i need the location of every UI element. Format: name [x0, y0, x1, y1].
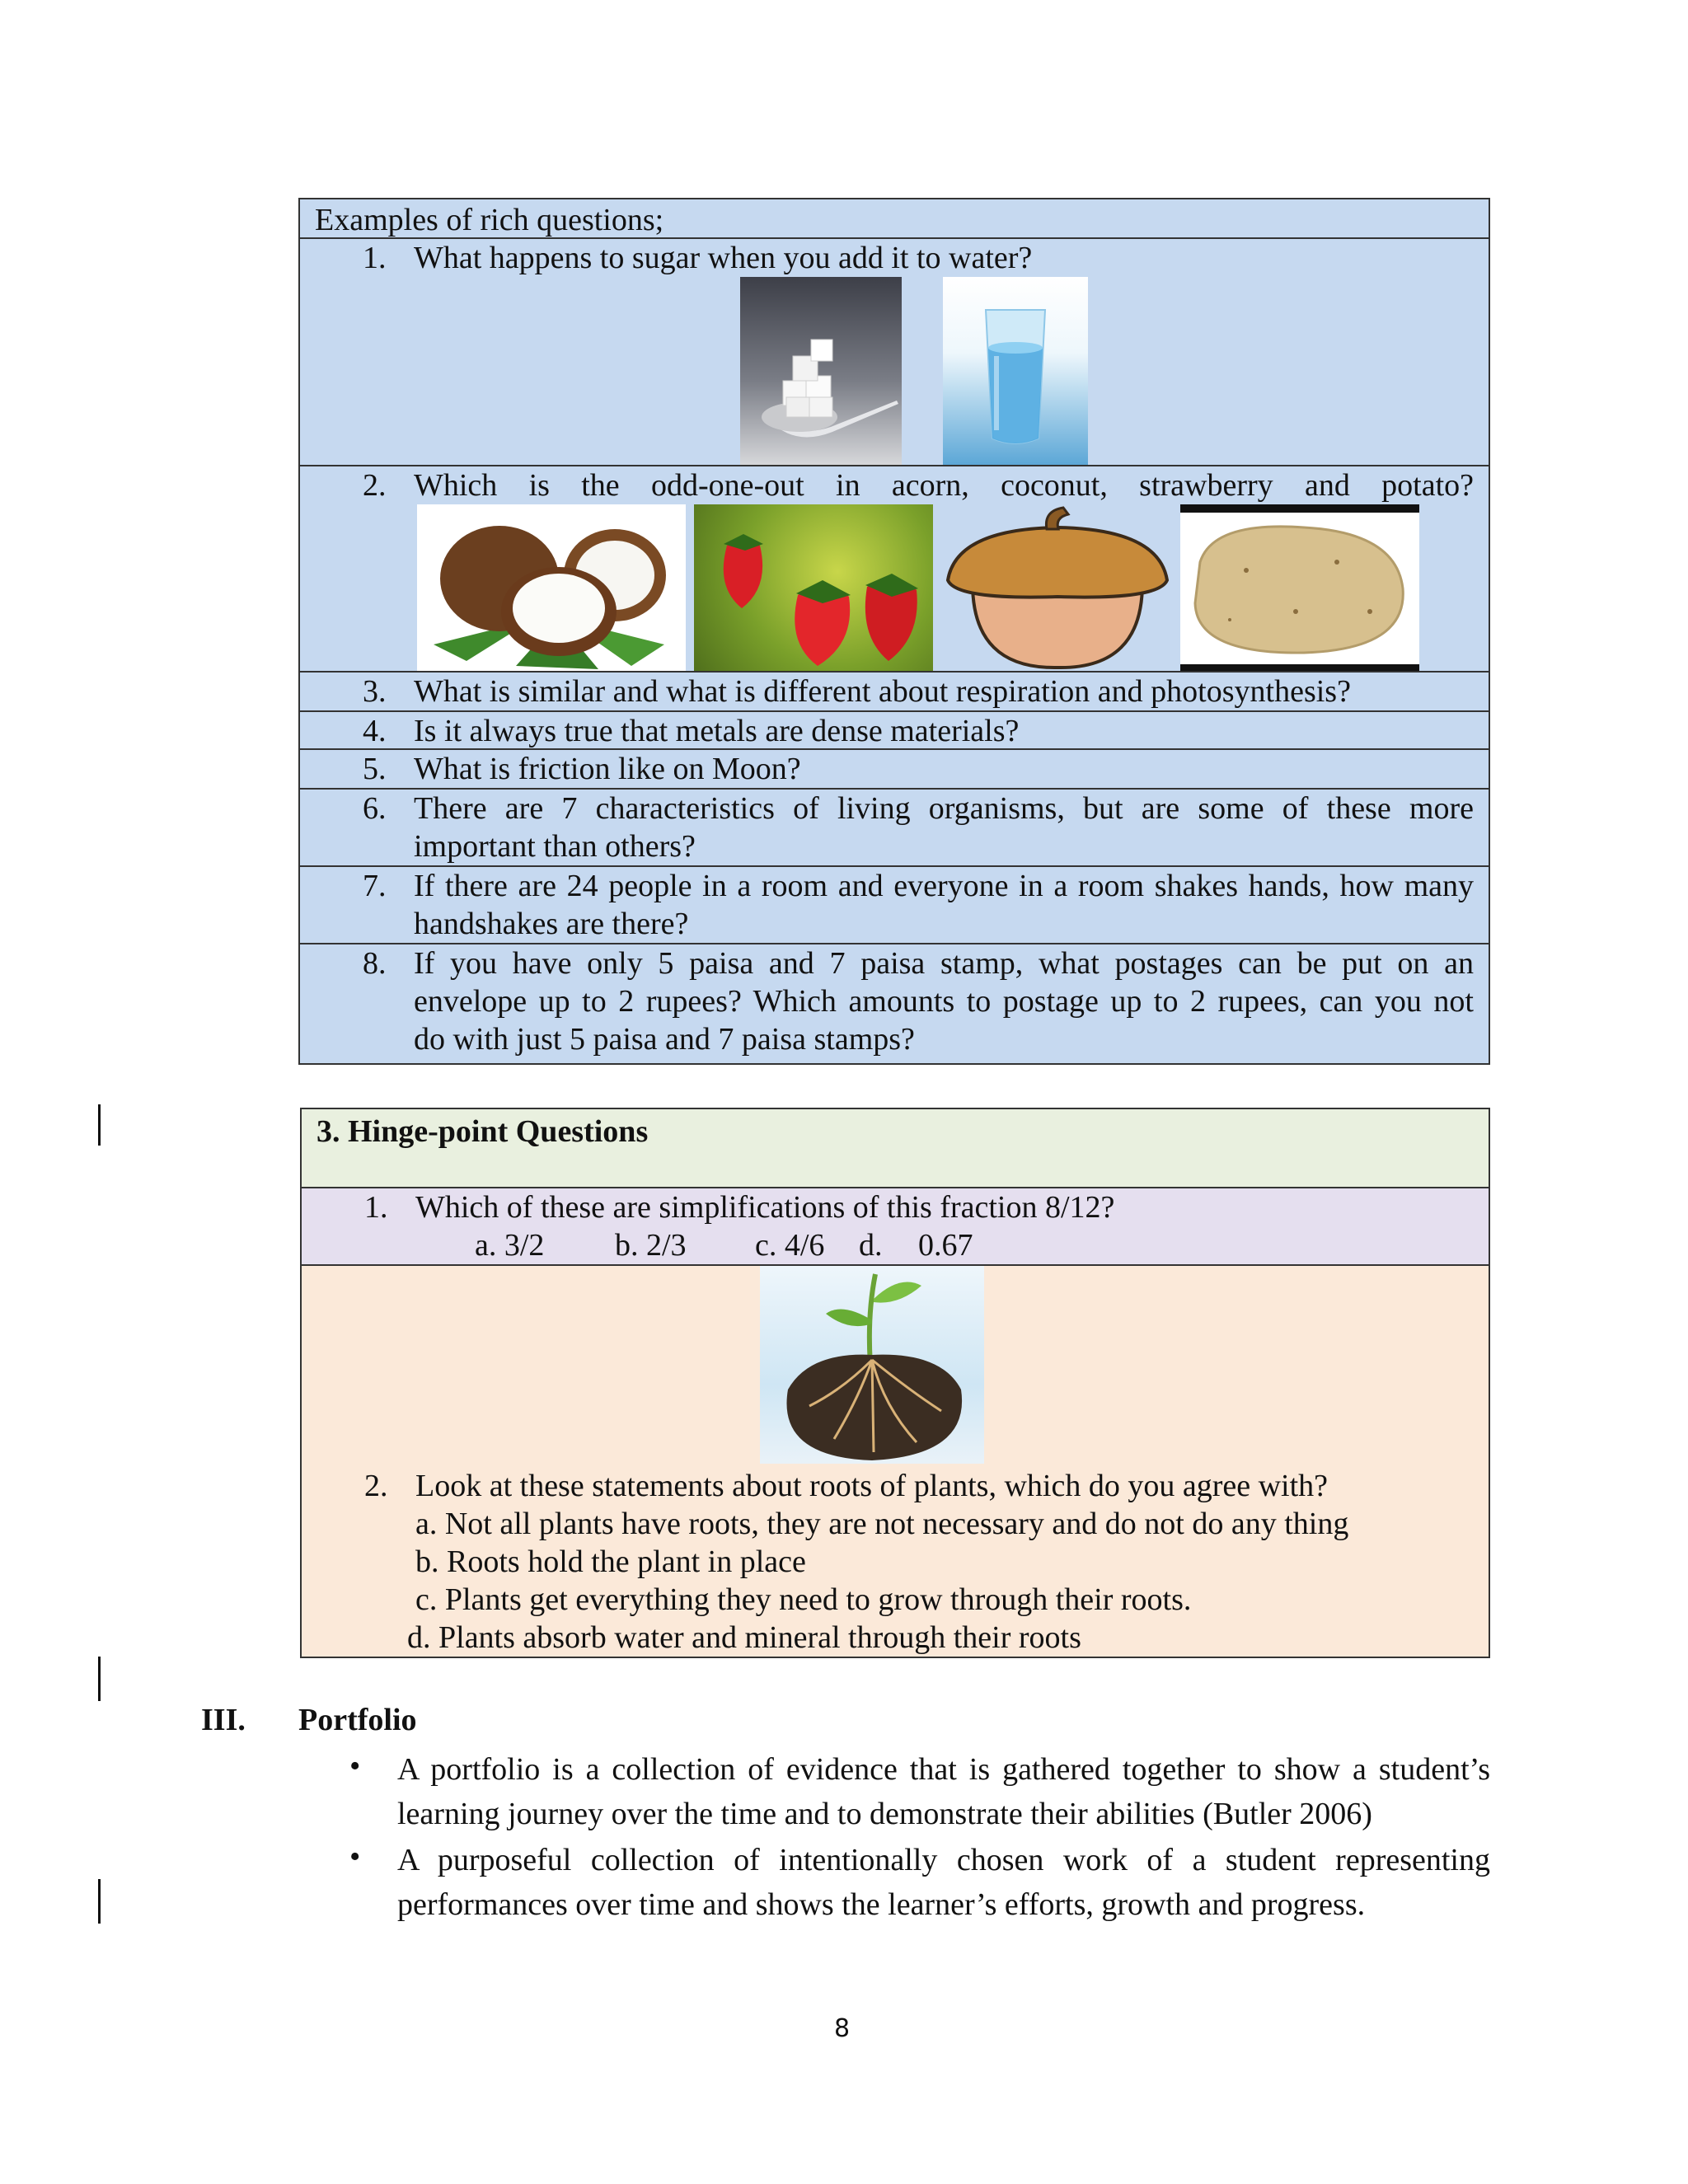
item-number: 2. — [363, 468, 387, 503]
question-text: Which is the odd-one-out in acorn, coconut, strawberry and potato? — [414, 468, 1474, 503]
question-text: What is friction like on Moon? — [414, 752, 801, 786]
revision-bar — [98, 1657, 101, 1701]
potato-image — [1180, 504, 1419, 673]
hinge-q1-row — [302, 1187, 1489, 1266]
option-c: c. Plants get everything they need to grow through their roots. — [415, 1582, 1192, 1617]
option-a: a. 3/2 — [475, 1228, 545, 1263]
table-row — [300, 465, 1489, 673]
coconut-image — [417, 504, 686, 673]
bullet-icon: • — [349, 1749, 361, 1783]
question-text: handshakes are there? — [414, 907, 689, 941]
question-text: If there are 24 people in a room and everyone in a room shakes hands, how many — [414, 869, 1474, 903]
bullet-text: learning journey over the time and to demonstrate their abilities (Butler 2006) — [397, 1797, 1372, 1831]
question-text: envelope up to 2 rupees? Which amounts to postage up to 2 rupees, can you not — [414, 984, 1474, 1019]
rich-questions-table — [298, 198, 1490, 1065]
hinge-heading: 3. Hinge-point Questions — [316, 1114, 649, 1149]
option-a: a. Not all plants have roots, they are not necessary and do not do any thing — [415, 1507, 1349, 1541]
option-d-value: 0.67 — [918, 1228, 973, 1263]
option-b: b. 2/3 — [615, 1228, 687, 1263]
question-text: There are 7 characteristics of living organisms, but are some of these more — [414, 791, 1474, 826]
item-number: 4. — [363, 714, 387, 748]
rich-questions-heading: Examples of rich questions; — [315, 203, 664, 237]
item-number: 3. — [363, 674, 387, 709]
question-text: important than others? — [414, 829, 696, 864]
item-number: 8. — [363, 946, 387, 981]
sugar-cubes-spoon-image — [740, 277, 902, 466]
acorn-image — [940, 504, 1175, 673]
question-text: If you have only 5 paisa and 7 paisa stamp, what postages can be put on an — [414, 946, 1474, 981]
section-numeral: III. — [201, 1703, 246, 1737]
table-row — [300, 710, 1489, 750]
question-text: What happens to sugar when you add it to water? — [414, 241, 1033, 275]
table-row — [300, 671, 1489, 712]
question-text: do with just 5 paisa and 7 paisa stamps? — [414, 1022, 915, 1057]
table-row — [300, 788, 1489, 867]
question-text: Which of these are simplifications of this fraction 8/12? — [415, 1190, 1115, 1225]
section-title: Portfolio — [298, 1703, 417, 1737]
option-d: d. Plants absorb water and mineral through their roots — [407, 1620, 1081, 1655]
question-text: Is it always true that metals are dense materials? — [414, 714, 1020, 748]
option-d-label: d. — [859, 1228, 883, 1263]
item-number: 1. — [363, 241, 387, 275]
page-number: 8 — [834, 2014, 851, 2043]
question-text: Look at these statements about roots of plants, which do you agree with? — [415, 1469, 1329, 1503]
revision-bar — [98, 1104, 101, 1146]
plant-roots-image — [760, 1266, 984, 1464]
item-number: 1. — [364, 1190, 388, 1225]
table-row — [300, 748, 1489, 790]
option-b: b. Roots hold the plant in place — [415, 1544, 806, 1579]
bullet-text: A purposeful collection of intentionally chosen work of a student representing — [397, 1843, 1490, 1877]
hinge-questions-table — [300, 1108, 1490, 1658]
item-number: 5. — [363, 752, 387, 786]
item-number: 6. — [363, 791, 387, 826]
table-row — [300, 237, 1489, 466]
table-row — [300, 943, 1489, 1065]
option-c: c. 4/6 — [755, 1228, 825, 1263]
hinge-heading-row — [302, 1109, 1489, 1187]
bullet-text: performances over time and shows the learner’s efforts, growth and progress. — [397, 1887, 1366, 1922]
revision-bar — [98, 1879, 101, 1924]
hinge-q2-row — [302, 1264, 1489, 1657]
water-glass-image — [943, 277, 1088, 466]
item-number: 2. — [364, 1469, 388, 1503]
bullet-icon: • — [349, 1840, 361, 1874]
bullet-text: A portfolio is a collection of evidence that is gathered together to show a student’s — [397, 1752, 1490, 1787]
question-text: What is similar and what is different about respiration and photosynthesis? — [414, 674, 1351, 709]
table-row — [300, 865, 1489, 944]
item-number: 7. — [363, 869, 387, 903]
strawberry-image — [694, 504, 933, 673]
